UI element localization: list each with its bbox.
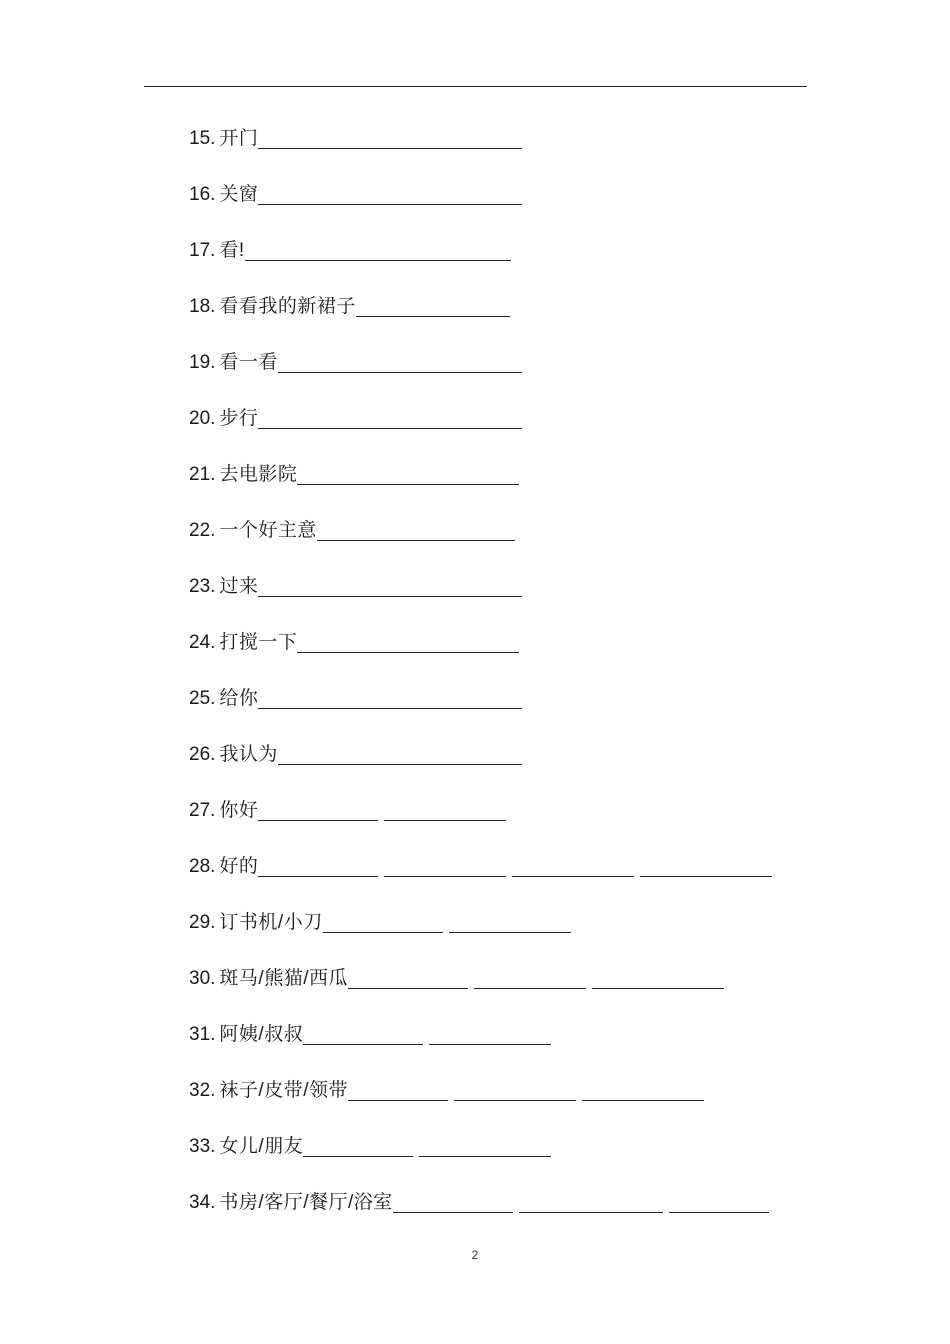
answer-blanks bbox=[317, 513, 515, 541]
item-text: 好的 bbox=[219, 856, 259, 877]
answer-blanks bbox=[356, 289, 510, 317]
answer-blank[interactable] bbox=[356, 289, 510, 317]
item-number: 19. bbox=[189, 352, 216, 373]
exercise-item bbox=[189, 345, 809, 401]
answer-blank[interactable] bbox=[592, 961, 724, 989]
exercise-item bbox=[189, 1185, 809, 1241]
item-number: 28. bbox=[189, 856, 216, 877]
item-text: 打搅一下 bbox=[219, 632, 298, 653]
answer-blanks bbox=[348, 1073, 704, 1101]
item-number: 25. bbox=[189, 688, 216, 709]
exercise-item bbox=[189, 233, 809, 289]
answer-blank[interactable] bbox=[512, 849, 634, 877]
exercise-item bbox=[189, 1017, 809, 1073]
answer-blank[interactable] bbox=[245, 233, 511, 261]
answer-blanks bbox=[258, 793, 506, 821]
answer-blank[interactable] bbox=[258, 121, 522, 149]
item-number: 15. bbox=[189, 128, 216, 149]
exercise-item bbox=[189, 625, 809, 681]
item-number: 24. bbox=[189, 632, 216, 653]
answer-blank[interactable] bbox=[669, 1185, 769, 1213]
exercise-item bbox=[189, 289, 809, 345]
exercise-item bbox=[189, 681, 809, 737]
item-number: 18. bbox=[189, 296, 216, 317]
answer-blank[interactable] bbox=[348, 961, 468, 989]
item-text: 你好 bbox=[219, 800, 259, 821]
answer-blank[interactable] bbox=[303, 1017, 423, 1045]
item-number: 17. bbox=[189, 240, 216, 261]
exercise-item bbox=[189, 457, 809, 513]
answer-blank[interactable] bbox=[297, 625, 519, 653]
answer-blanks bbox=[297, 457, 519, 485]
exercise-item bbox=[189, 793, 809, 849]
answer-blank[interactable] bbox=[419, 1129, 551, 1157]
item-text: 看看我的新裙子 bbox=[219, 296, 356, 317]
item-number: 29. bbox=[189, 912, 216, 933]
answer-blanks bbox=[258, 849, 772, 877]
item-text: 看! bbox=[219, 240, 245, 261]
answer-blanks bbox=[348, 961, 724, 989]
item-text: 书房/客厅/餐厅/浴室 bbox=[219, 1192, 393, 1213]
answer-blank[interactable] bbox=[258, 849, 378, 877]
exercise-item bbox=[189, 1073, 809, 1129]
item-text: 看一看 bbox=[219, 352, 278, 373]
answer-blank[interactable] bbox=[258, 177, 522, 205]
answer-blanks bbox=[258, 569, 522, 597]
exercise-item bbox=[189, 737, 809, 793]
answer-blank[interactable] bbox=[582, 1073, 704, 1101]
answer-blank[interactable] bbox=[454, 1073, 576, 1101]
answer-blanks bbox=[278, 345, 522, 373]
answer-blank[interactable] bbox=[278, 737, 522, 765]
item-number: 34. bbox=[189, 1192, 216, 1213]
answer-blank[interactable] bbox=[317, 513, 515, 541]
exercise-item bbox=[189, 905, 809, 961]
answer-blank[interactable] bbox=[323, 905, 443, 933]
exercise-item bbox=[189, 401, 809, 457]
item-number: 22. bbox=[189, 520, 216, 541]
item-text: 开门 bbox=[219, 128, 259, 149]
answer-blank[interactable] bbox=[384, 849, 506, 877]
answer-blank[interactable] bbox=[393, 1185, 513, 1213]
answer-blank[interactable] bbox=[640, 849, 772, 877]
answer-blank[interactable] bbox=[348, 1073, 448, 1101]
item-text: 我认为 bbox=[219, 744, 278, 765]
answer-blanks bbox=[303, 1129, 551, 1157]
item-number: 23. bbox=[189, 576, 216, 597]
answer-blank[interactable] bbox=[474, 961, 586, 989]
answer-blank[interactable] bbox=[297, 457, 519, 485]
item-number: 16. bbox=[189, 184, 216, 205]
answer-blanks bbox=[297, 625, 519, 653]
answer-blanks bbox=[278, 737, 522, 765]
answer-blanks bbox=[303, 1017, 551, 1045]
exercise-item bbox=[189, 961, 809, 1017]
item-text: 女儿/朋友 bbox=[219, 1136, 304, 1157]
answer-blanks bbox=[393, 1185, 769, 1213]
answer-blanks bbox=[323, 905, 571, 933]
item-number: 32. bbox=[189, 1080, 216, 1101]
answer-blanks bbox=[258, 681, 522, 709]
answer-blanks bbox=[245, 233, 511, 261]
item-number: 26. bbox=[189, 744, 216, 765]
exercise-item bbox=[189, 121, 809, 177]
item-number: 20. bbox=[189, 408, 216, 429]
answer-blank[interactable] bbox=[449, 905, 571, 933]
answer-blanks bbox=[258, 121, 522, 149]
item-text: 给你 bbox=[219, 688, 259, 709]
item-text: 斑马/熊猫/西瓜 bbox=[219, 968, 348, 989]
exercise-item bbox=[189, 1129, 809, 1185]
item-text: 袜子/皮带/领带 bbox=[219, 1080, 348, 1101]
answer-blank[interactable] bbox=[384, 793, 506, 821]
item-number: 21. bbox=[189, 464, 216, 485]
header-rule bbox=[144, 86, 807, 87]
answer-blank[interactable] bbox=[429, 1017, 551, 1045]
answer-blanks bbox=[258, 401, 522, 429]
exercise-item bbox=[189, 177, 809, 233]
item-text: 去电影院 bbox=[219, 464, 298, 485]
item-text: 阿姨/叔叔 bbox=[219, 1024, 304, 1045]
item-text: 关窗 bbox=[219, 184, 259, 205]
page-number: 2 bbox=[471, 1248, 479, 1262]
answer-blank[interactable] bbox=[278, 345, 522, 373]
item-number: 31. bbox=[189, 1024, 216, 1045]
item-number: 30. bbox=[189, 968, 216, 989]
item-number: 33. bbox=[189, 1136, 216, 1157]
exercise-item bbox=[189, 569, 809, 625]
exercise-item bbox=[189, 513, 809, 569]
item-text: 步行 bbox=[219, 408, 259, 429]
answer-blank[interactable] bbox=[258, 681, 522, 709]
answer-blank[interactable] bbox=[519, 1185, 663, 1213]
answer-blank[interactable] bbox=[258, 793, 378, 821]
answer-blank[interactable] bbox=[303, 1129, 413, 1157]
item-text: 订书机/小刀 bbox=[219, 912, 323, 933]
answer-blank[interactable] bbox=[258, 401, 522, 429]
item-text: 一个好主意 bbox=[219, 520, 317, 541]
answer-blank[interactable] bbox=[258, 569, 522, 597]
exercise-item bbox=[189, 849, 809, 905]
exercise-list bbox=[189, 121, 809, 1241]
item-number: 27. bbox=[189, 800, 216, 821]
item-text: 过来 bbox=[219, 576, 259, 597]
answer-blanks bbox=[258, 177, 522, 205]
